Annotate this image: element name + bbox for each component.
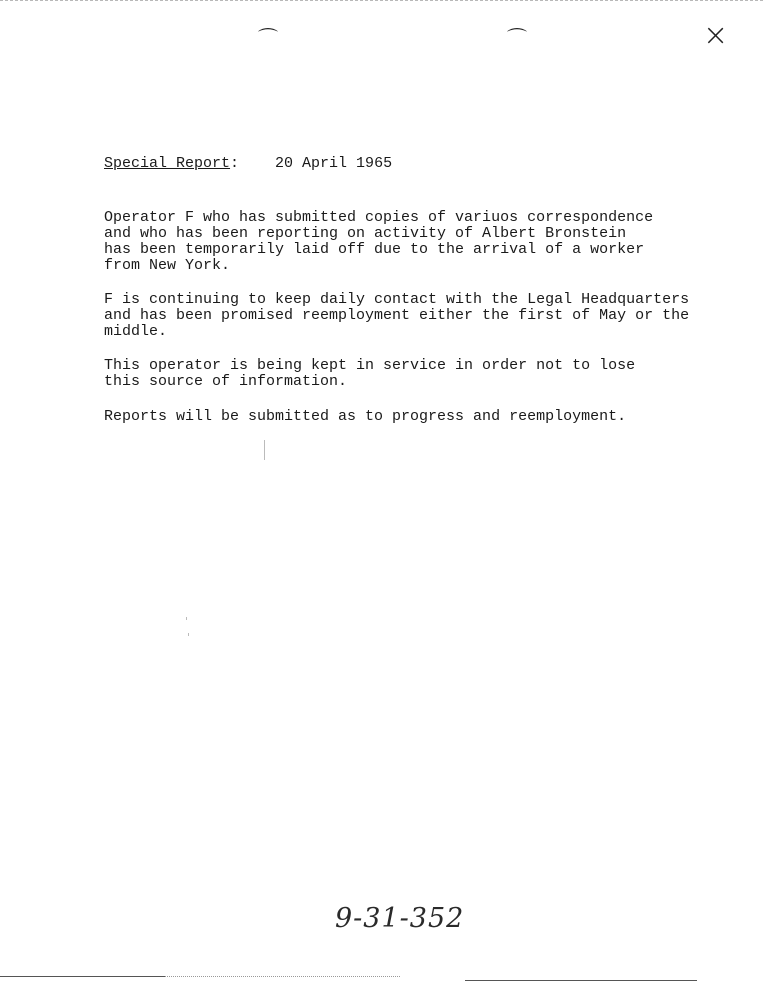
report-label: Special Report	[104, 155, 231, 172]
scan-speck	[188, 633, 189, 636]
top-middle-mark: ⌒	[507, 26, 527, 50]
paragraph-operator-layoff: Operator F who has submitted copies of variuos correspondence and who has been reporting on activity of Albert Bronstein has been temporarily laid off due to the arrival of a worker from New York.	[104, 209, 654, 274]
paragraph-daily-contact: F is continuing to keep daily contact with the Legal Headquarters and has been promised reemployment either the first of May or the middle.	[104, 291, 690, 340]
paragraph-reports: Reports will be submitted as to progress and reemployment.	[104, 408, 627, 425]
top-dashed-border	[0, 0, 763, 5]
report-colon: :	[230, 155, 240, 172]
report-date: 20 April 1965	[275, 155, 393, 172]
bottom-edge-line	[0, 976, 165, 977]
bottom-edge-line	[465, 980, 697, 981]
paragraph-kept-in-service: This operator is being kept in service in order not to lose this source of information.	[104, 357, 636, 390]
top-left-mark: ⌒	[258, 26, 278, 50]
scan-speck	[264, 440, 265, 460]
corner-x-mark: ×	[703, 18, 729, 53]
report-header	[104, 155, 392, 172]
bottom-edge-dots	[165, 976, 400, 978]
scan-speck	[186, 617, 187, 620]
handwritten-file-number: 9-31-352	[335, 903, 465, 934]
